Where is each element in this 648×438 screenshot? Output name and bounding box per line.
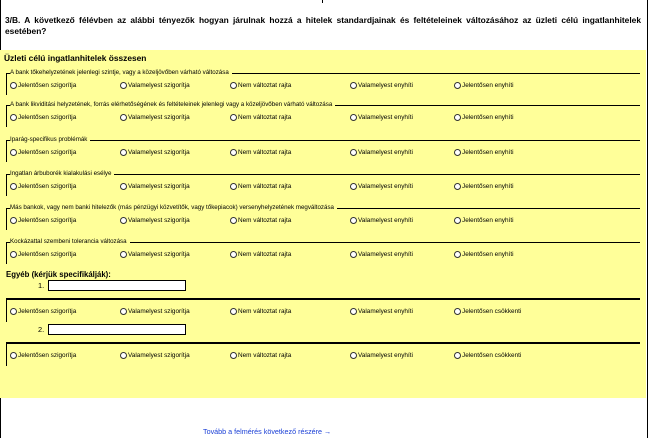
radio-icon[interactable]	[230, 251, 237, 258]
other-options-1	[6, 298, 640, 322]
radio-strongly-ease[interactable]: Jelentősen enyhíti	[454, 183, 514, 190]
radio-icon[interactable]	[10, 114, 17, 121]
radio-strongly-tighten[interactable]: Jelentősen szigorítja	[10, 308, 76, 315]
factor-label: Kockázattal szembeni tolerancia változása	[10, 238, 130, 245]
radio-icon[interactable]	[120, 114, 127, 121]
radio-somewhat-ease[interactable]: Valamelyest enyhíti	[350, 352, 413, 359]
other-index-1: 1.	[38, 281, 45, 290]
radio-icon[interactable]	[350, 352, 357, 359]
radio-icon[interactable]	[454, 183, 461, 190]
other-input-1[interactable]	[48, 280, 186, 291]
radio-icon[interactable]	[454, 352, 461, 359]
radio-strongly-decrease[interactable]: Jelentősen csökkenti	[454, 308, 521, 315]
radio-strongly-ease[interactable]: Jelentősen enyhíti	[454, 251, 514, 258]
radio-no-change[interactable]: Nem változtat rajta	[230, 217, 291, 224]
other-index-2: 2.	[38, 325, 45, 334]
radio-icon[interactable]	[230, 308, 237, 315]
factor-label: A bank tőkehelyzetének jelenlegi szintje, vagy a közeljövőben várható változása	[10, 69, 232, 76]
radio-icon[interactable]	[120, 183, 127, 190]
radio-icon[interactable]	[10, 149, 17, 156]
radio-strongly-tighten[interactable]: Jelentősen szigorítja	[10, 114, 76, 121]
other-input-2[interactable]	[48, 324, 186, 335]
radio-icon[interactable]	[230, 149, 237, 156]
radio-no-change[interactable]: Nem változtat rajta	[230, 308, 291, 315]
radio-strongly-tighten[interactable]: Jelentősen szigorítja	[10, 149, 76, 156]
factor-label: A bank likviditási helyzetének, forrás elérhetőségének és feltételeinek jelenlegi vagy a közeljövőben várható változása	[10, 101, 335, 108]
radio-somewhat-tighten[interactable]: Valamelyest szigorítja	[120, 217, 190, 224]
factor-group-liquidity	[6, 101, 640, 127]
radio-somewhat-tighten[interactable]: Valamelyest szigorítja	[120, 183, 190, 190]
factor-group-competition	[6, 204, 640, 230]
radio-icon[interactable]	[10, 217, 17, 224]
radio-strongly-decrease[interactable]: Jelentősen csökkenti	[454, 352, 521, 359]
radio-somewhat-ease[interactable]: Valamelyest enyhíti	[350, 217, 413, 224]
radio-icon[interactable]	[120, 217, 127, 224]
radio-strongly-ease[interactable]: Jelentősen enyhíti	[454, 114, 514, 121]
radio-somewhat-ease[interactable]: Valamelyest enyhíti	[350, 308, 413, 315]
radio-icon[interactable]	[120, 352, 127, 359]
section-title: Üzleti célú ingatlanhitelek összesen	[4, 53, 147, 63]
radio-icon[interactable]	[230, 114, 237, 121]
radio-icon[interactable]	[10, 308, 17, 315]
radio-somewhat-tighten[interactable]: Valamelyest szigorítja	[120, 82, 190, 89]
radio-somewhat-ease[interactable]: Valamelyest enyhíti	[350, 114, 413, 121]
radio-icon[interactable]	[120, 149, 127, 156]
radio-no-change[interactable]: Nem változtat rajta	[230, 352, 291, 359]
radio-no-change[interactable]: Nem változtat rajta	[230, 114, 291, 121]
factor-group-bubble	[6, 170, 640, 196]
radio-strongly-tighten[interactable]: Jelentősen szigorítja	[10, 251, 76, 258]
radio-icon[interactable]	[454, 251, 461, 258]
radio-icon[interactable]	[230, 183, 237, 190]
other-label: Egyéb (kérjük specifikálják):	[6, 270, 111, 279]
radio-strongly-tighten[interactable]: Jelentősen szigorítja	[10, 352, 76, 359]
radio-icon[interactable]	[120, 82, 127, 89]
radio-somewhat-tighten[interactable]: Valamelyest szigorítja	[120, 352, 190, 359]
radio-somewhat-ease[interactable]: Valamelyest enyhíti	[350, 149, 413, 156]
radio-strongly-tighten[interactable]: Jelentősen szigorítja	[10, 183, 76, 190]
radio-icon[interactable]	[350, 183, 357, 190]
radio-icon[interactable]	[454, 149, 461, 156]
radio-no-change[interactable]: Nem változtat rajta	[230, 251, 291, 258]
radio-icon[interactable]	[350, 114, 357, 121]
radio-icon[interactable]	[454, 114, 461, 121]
radio-strongly-tighten[interactable]: Jelentősen szigorítja	[10, 82, 76, 89]
radio-icon[interactable]	[350, 217, 357, 224]
factor-label: Iparág-specifikus problémák	[10, 136, 90, 143]
radio-somewhat-ease[interactable]: Valamelyest enyhíti	[350, 183, 413, 190]
radio-icon[interactable]	[350, 251, 357, 258]
radio-icon[interactable]	[454, 82, 461, 89]
radio-strongly-tighten[interactable]: Jelentősen szigorítja	[10, 217, 76, 224]
radio-somewhat-tighten[interactable]: Valamelyest szigorítja	[120, 308, 190, 315]
factor-label: Más bankok, vagy nem banki hitelezők (más pénzügyi közvetítők, vagy tőkepiacok) versenyhelyzetének megváltozása	[10, 204, 337, 211]
radio-no-change[interactable]: Nem változtat rajta	[230, 183, 291, 190]
factor-label: Ingatlan árbuborék kialakulási esélye	[10, 170, 114, 177]
radio-icon[interactable]	[230, 82, 237, 89]
radio-no-change[interactable]: Nem változtat rajta	[230, 82, 291, 89]
radio-somewhat-tighten[interactable]: Valamelyest szigorítja	[120, 251, 190, 258]
factor-group-capital	[6, 69, 640, 95]
radio-strongly-ease[interactable]: Jelentősen enyhíti	[454, 149, 514, 156]
radio-icon[interactable]	[454, 308, 461, 315]
radio-icon[interactable]	[230, 352, 237, 359]
factor-group-industry	[6, 136, 640, 162]
radio-icon[interactable]	[10, 352, 17, 359]
radio-icon[interactable]	[350, 308, 357, 315]
question-text: 3/B. A következő félévben az alábbi tényezők hogyan járulnak hozzá a hitelek standardjainak és feltételeinek változásához az üzleti célú ingatlanhitelek esetében?	[5, 15, 641, 36]
factor-group-risk-tolerance	[6, 238, 640, 264]
other-options-2	[6, 342, 640, 366]
radio-icon[interactable]	[350, 82, 357, 89]
top-divider-tick	[322, 0, 323, 3]
next-section-link[interactable]: Tovább a felmérés következő részére →	[203, 427, 332, 436]
radio-somewhat-tighten[interactable]: Valamelyest szigorítja	[120, 149, 190, 156]
radio-icon[interactable]	[120, 251, 127, 258]
radio-no-change[interactable]: Nem változtat rajta	[230, 149, 291, 156]
radio-icon[interactable]	[120, 308, 127, 315]
radio-icon[interactable]	[10, 251, 17, 258]
radio-icon[interactable]	[230, 217, 237, 224]
radio-somewhat-ease[interactable]: Valamelyest enyhíti	[350, 82, 413, 89]
radio-icon[interactable]	[454, 217, 461, 224]
radio-somewhat-tighten[interactable]: Valamelyest szigorítja	[120, 114, 190, 121]
radio-icon[interactable]	[10, 183, 17, 190]
radio-icon[interactable]	[350, 149, 357, 156]
radio-strongly-ease[interactable]: Jelentősen enyhíti	[454, 82, 514, 89]
radio-icon[interactable]	[10, 82, 17, 89]
radio-strongly-ease[interactable]: Jelentősen enyhíti	[454, 217, 514, 224]
radio-somewhat-ease[interactable]: Valamelyest enyhíti	[350, 251, 413, 258]
